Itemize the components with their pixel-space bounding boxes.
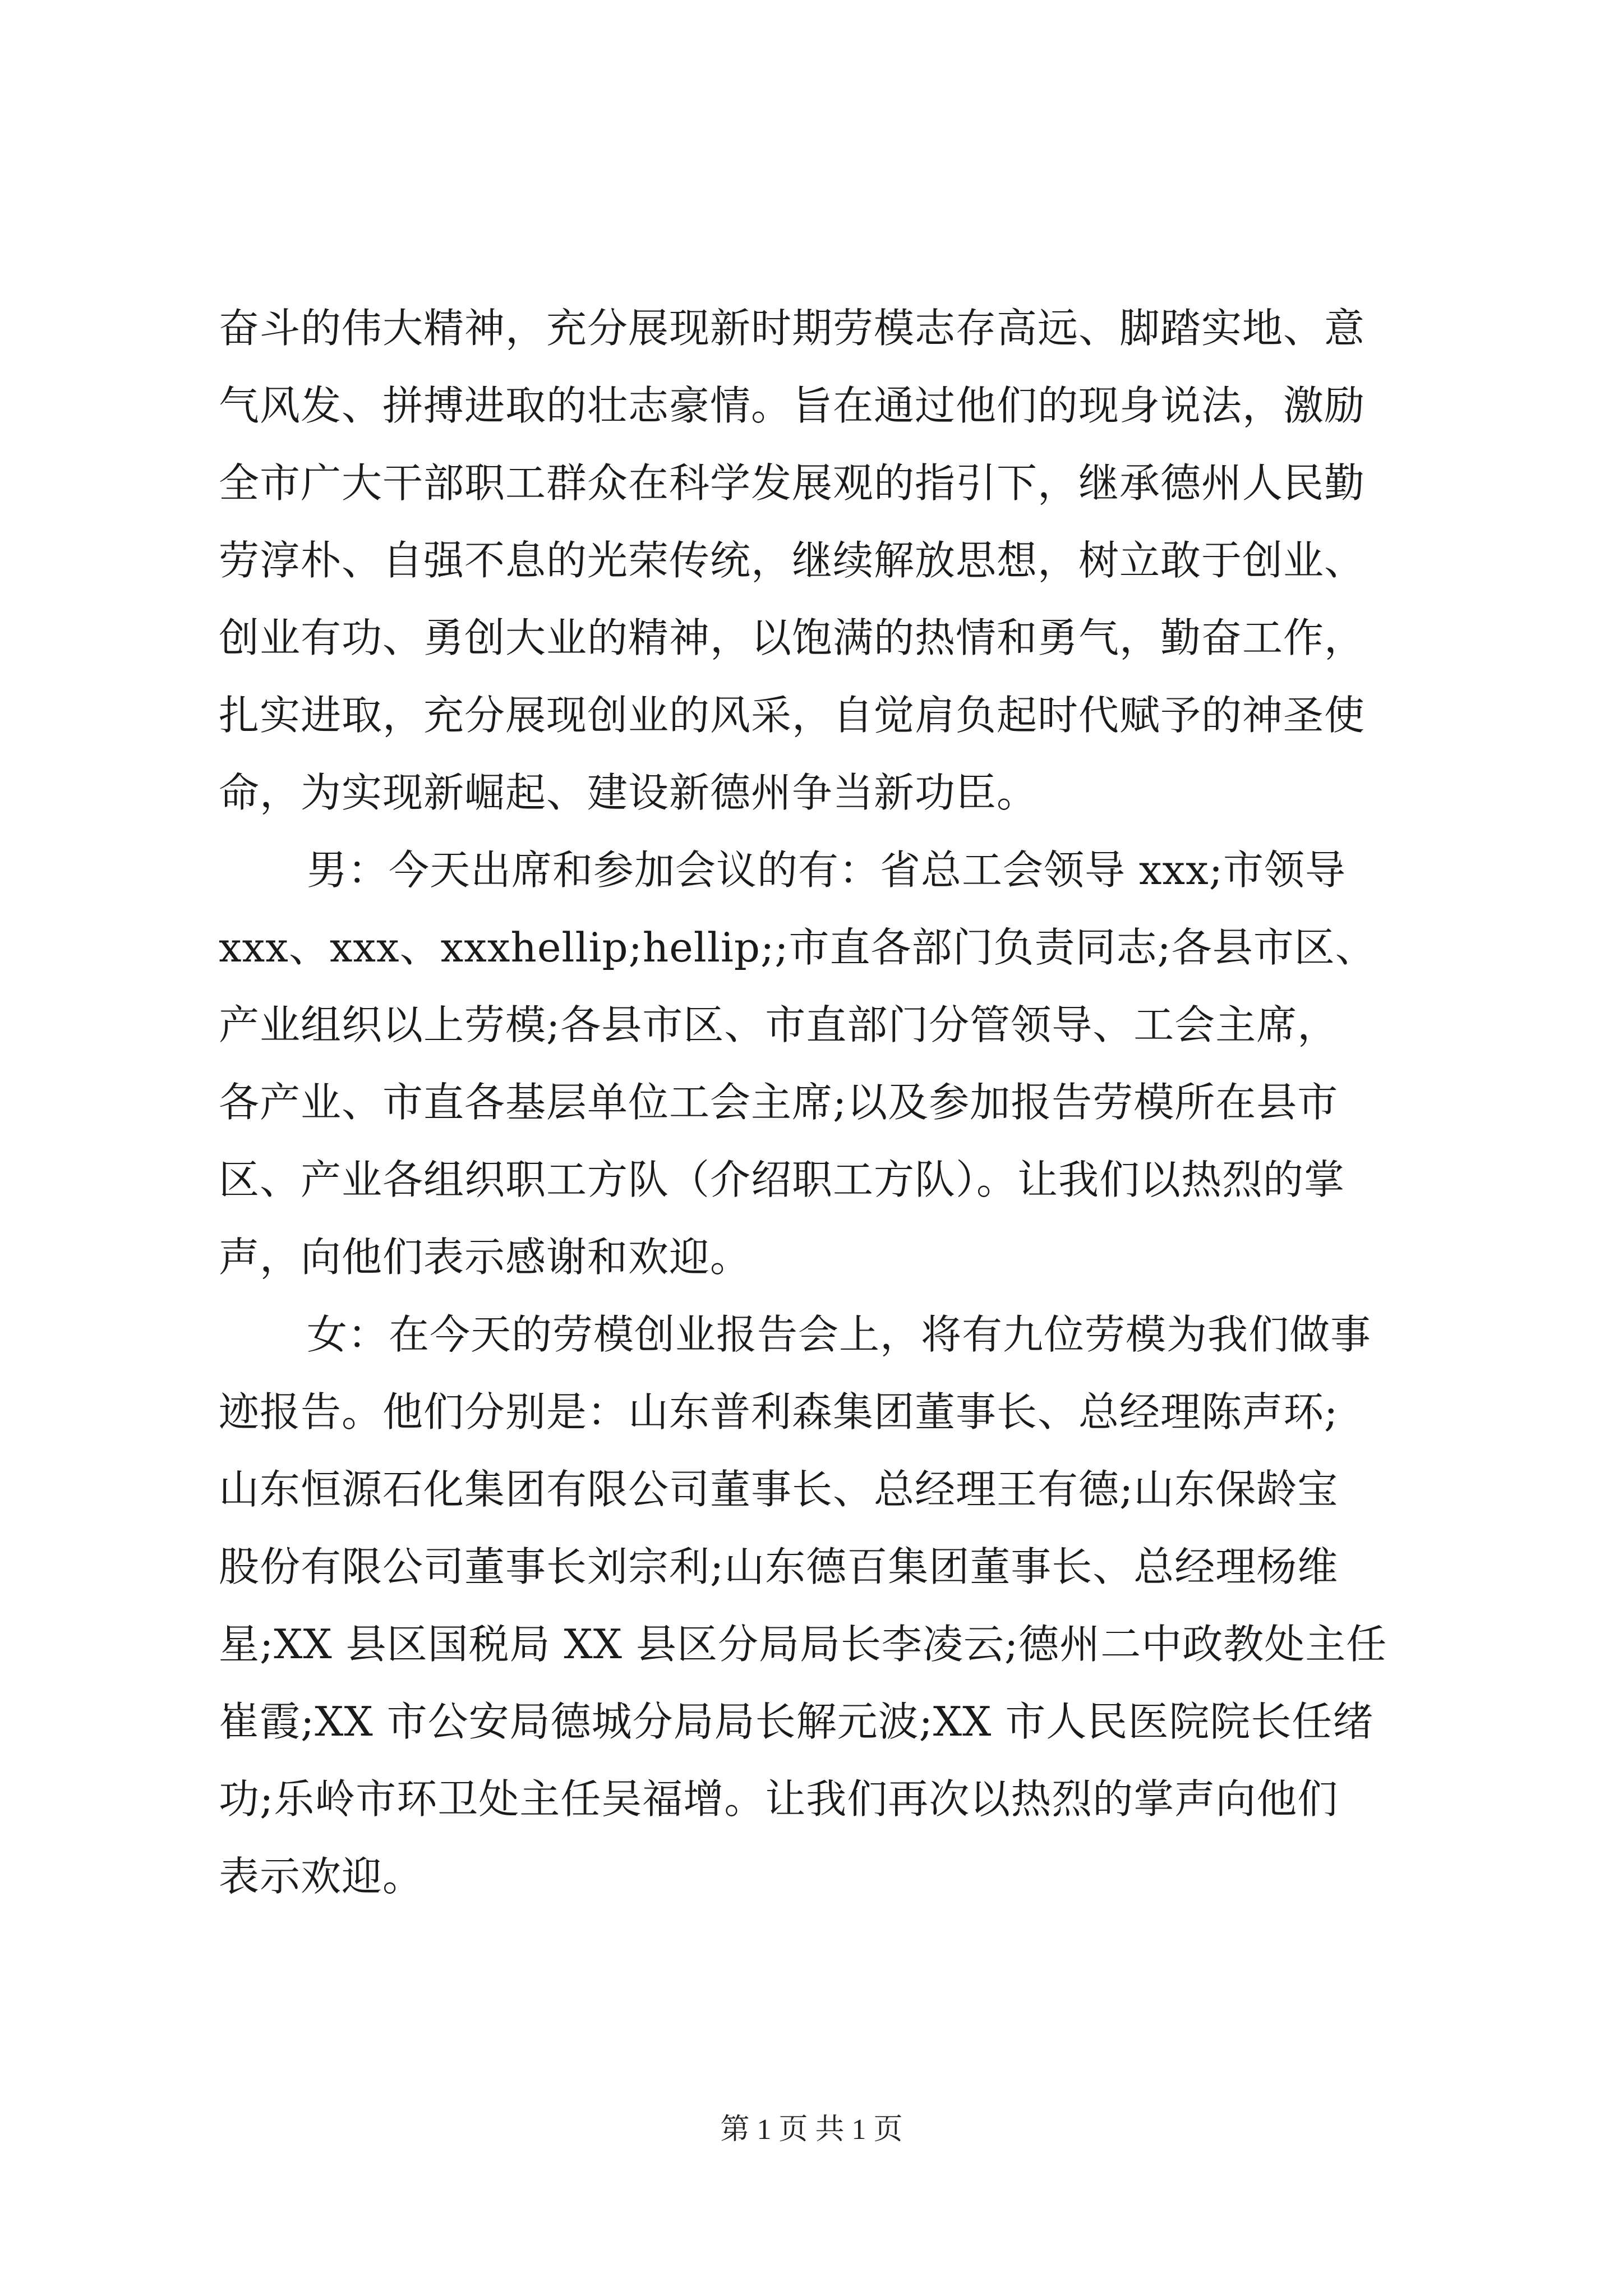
text-line: 功;乐岭市环卫处主任吴福增。让我们再次以热烈的掌声向他们: [219, 1775, 1339, 1823]
text-line: xxx、xxx、xxxhellip;hellip;;市直各部门负责同志;各县市区、: [219, 924, 1376, 971]
document-body: [219, 289, 1424, 1915]
text-line: 表示欢迎。: [219, 1853, 424, 1900]
text-line: 创业有功、勇创大业的精神，以饱满的热情和勇气，勤奋工作，: [219, 614, 1366, 661]
text-line: 命，为实现新崛起、建设新德州争当新功臣。: [219, 769, 1038, 816]
text-line: 星;XX 县区国税局 XX 县区分局局长李凌云;德州二中政教处主任: [219, 1621, 1387, 1668]
text-line: 崔霞;XX 市公安局德城分局局长解元波;XX 市人民医院院长任绪: [219, 1698, 1374, 1745]
text-line: 全市广大干部职工群众在科学发展观的指引下，继承德州人民勤: [219, 459, 1366, 507]
text-line: 扎实进取，充分展现创业的风采，自觉肩负起时代赋予的神圣使: [219, 692, 1366, 739]
text-line: 股份有限公司董事长刘宗利;山东德百集团董事长、总经理杨维: [219, 1543, 1339, 1590]
text-line: 区、产业各组织职工方队（介绍职工方队）。让我们以热烈的掌: [219, 1156, 1345, 1203]
text-line: 奋斗的伟大精神，充分展现新时期劳模志存高远、脚踏实地、意: [219, 305, 1366, 352]
text-line: 产业组织以上劳模;各县市区、市直部门分管领导、工会主席，: [219, 1001, 1339, 1048]
text-line: 声，向他们表示感谢和欢迎。: [219, 1234, 751, 1281]
page-number-footer: 第 1 页 共 1 页: [720, 2114, 903, 2146]
text-line: 劳淳朴、自强不息的光荣传统，继续解放思想，树立敢于创业、: [219, 537, 1366, 584]
text-line: 山东恒源石化集团有限公司董事长、总经理王有德;山东保龄宝: [219, 1466, 1339, 1513]
text-line: 气风发、拼搏进取的壮志豪情。旨在通过他们的现身说法，激励: [219, 382, 1366, 429]
text-line: 迹报告。他们分别是：山东普利森集团董事长、总经理陈声环;: [219, 1388, 1339, 1435]
paragraph-start-line: 男：今天出席和参加会议的有：省总工会领导 xxx;市领导: [307, 846, 1346, 894]
text-line: 各产业、市直各基层单位工会主席;以及参加报告劳模所在县市: [219, 1079, 1339, 1126]
paragraph-start-line: 女：在今天的劳模创业报告会上，将有九位劳模为我们做事: [307, 1311, 1372, 1358]
